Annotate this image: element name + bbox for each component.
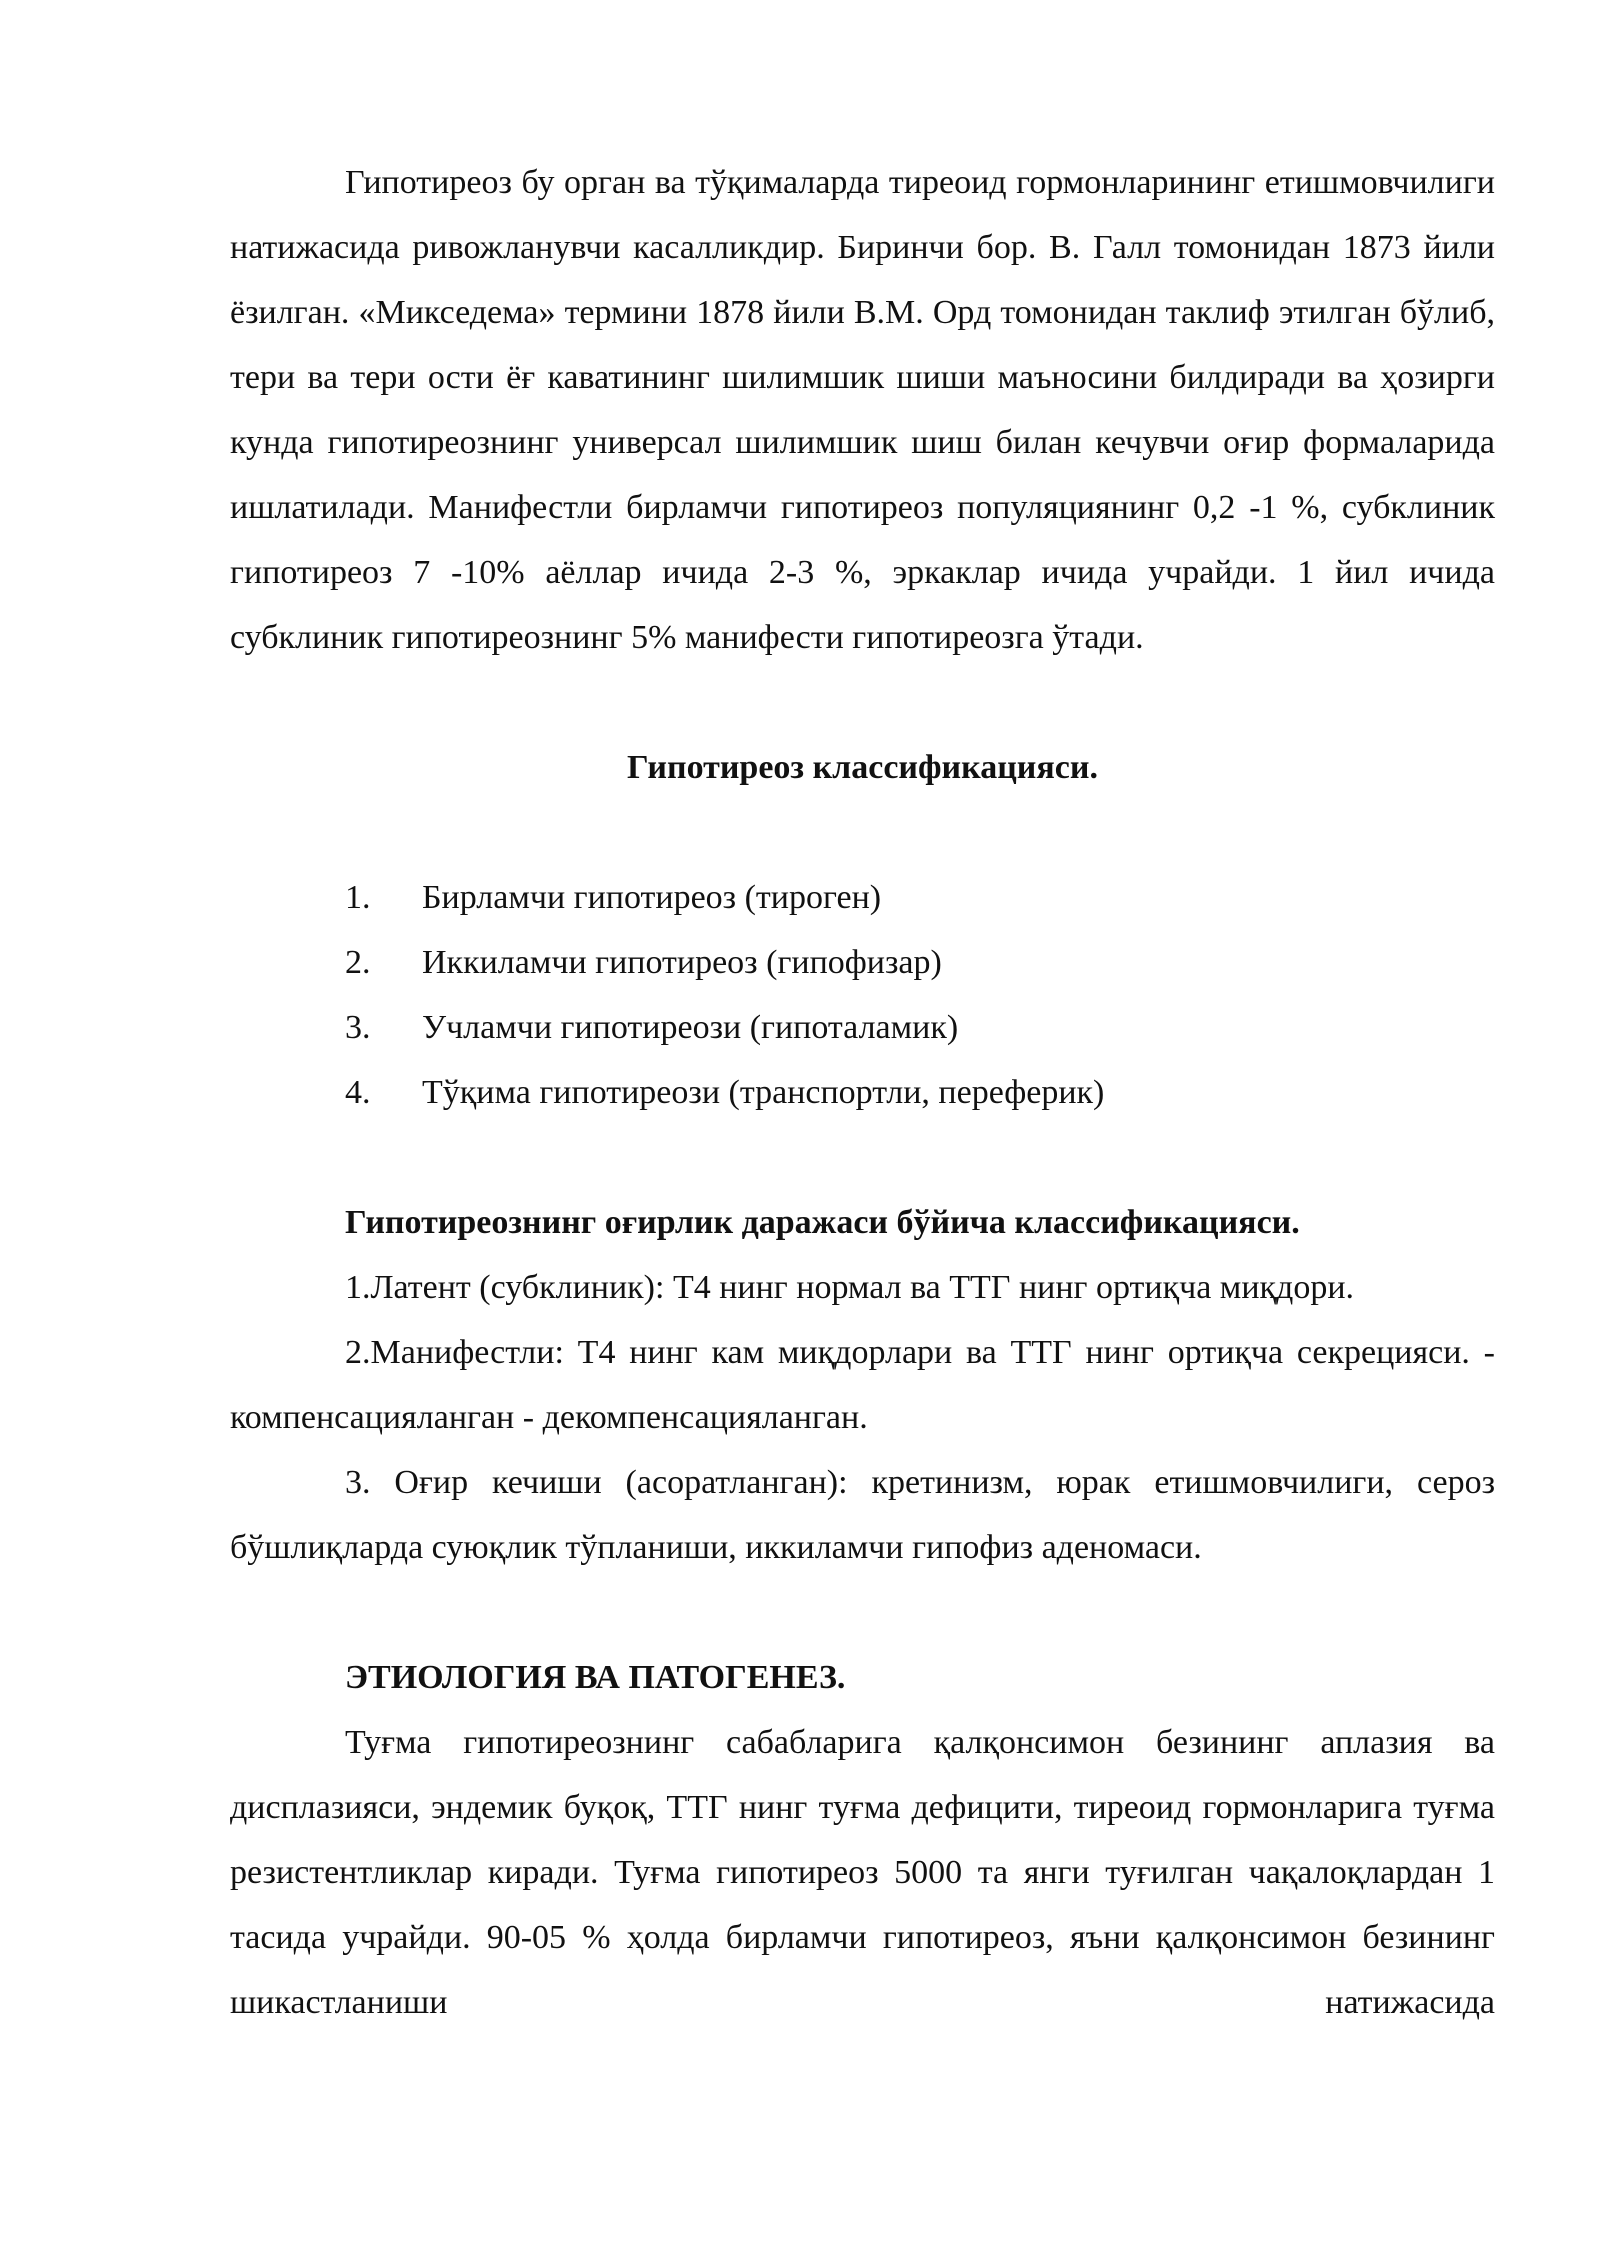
spacer xyxy=(230,1125,1495,1190)
classification-list xyxy=(230,865,1495,1125)
severity-item-latent: 1.Латент (субклиник): Т4 нинг нормал ва ТТГ нинг ортиқча миқдори. xyxy=(345,1269,1355,1306)
list-item-number: 2. xyxy=(345,944,371,981)
severity-item-manifest: 2.Манифестли: Т4 нинг кам миқдорлари ва ТТГ нинг ортиқча секрецияси. - компенсацияланган - декомпенсацияланган. xyxy=(230,1334,1495,1436)
spacer xyxy=(230,1580,1495,1645)
list-item-text: Иккиламчи гипотиреоз (гипофизар) xyxy=(422,944,942,981)
list-item xyxy=(230,1060,1495,1125)
spacer xyxy=(230,670,1495,735)
severity-heading: Гипотиреознинг оғирлик даражаси бўйича классификацияси. xyxy=(345,1204,1300,1241)
severity-item-severe: 3. Оғир кечиши (асоратланган): кретинизм, юрак етишмовчилиги, сероз бўшлиқларда суюқлик тўпланиши, иккиламчи гипофиз аденомаси. xyxy=(230,1464,1495,1566)
etiology-heading: ЭТИОЛОГИЯ ВА ПАТОГЕНЕЗ. xyxy=(345,1659,846,1696)
list-item-text: Учламчи гипотиреози (гипоталамик) xyxy=(422,1009,959,1046)
intro-paragraph: Гипотиреоз бу орган ва тўқималарда тиреоид гормонларининг етишмовчилиги натижасида ривожланувчи касалликдир. Биринчи бор. В. Галл томонидан 1873 йили ёзилган. «Микседема» термини 1878 йили В.М. Орд томонидан таклиф этилган бўлиб, тери ва тери ости ёғ каватининг шилимшик шиши маъносини билдиради ва ҳозирги кунда гипотиреознинг универсал шилимшик шиш билан кечувчи оғир формаларида ишлатилади. Манифестли бирламчи гипотиреоз популяциянинг 0,2 -1 %, субклиник гипотиреоз 7 -10% аёллар ичида 2-3 %, эркаклар ичида учрайди. 1 йил ичида субклиник гипотиреознинг 5% манифести гипотиреозга ўтади. xyxy=(230,164,1495,656)
list-item xyxy=(230,995,1495,1060)
list-item-text: Тўқима гипотиреози (транспортли, переферик) xyxy=(422,1074,1105,1111)
etiology-paragraph: Туғма гипотиреознинг сабабларига қалқонсимон безининг аплазия ва дисплазияси, эндемик буқоқ, ТТГ нинг туғма дефицити, тиреоид гормонларига туғма резистентликлар киради. Туғма гипотиреоз 5000 та янги туғилган чақалоқлардан 1 тасида учрайди. 90-05 % ҳолда бирламчи гипотиреоз, яъни қалқонсимон безининг шикастланиши натижасида xyxy=(230,1724,1495,2021)
spacer xyxy=(230,800,1495,865)
list-item-text: Бирламчи гипотиреоз (тироген) xyxy=(422,879,882,916)
classification-heading: Гипотиреоз классификацияси. xyxy=(627,749,1098,786)
document-page xyxy=(230,150,1495,2035)
list-item-number: 1. xyxy=(345,879,371,916)
list-item-number: 3. xyxy=(345,1009,371,1046)
list-item xyxy=(230,930,1495,995)
list-item-number: 4. xyxy=(345,1074,371,1111)
list-item xyxy=(230,865,1495,930)
